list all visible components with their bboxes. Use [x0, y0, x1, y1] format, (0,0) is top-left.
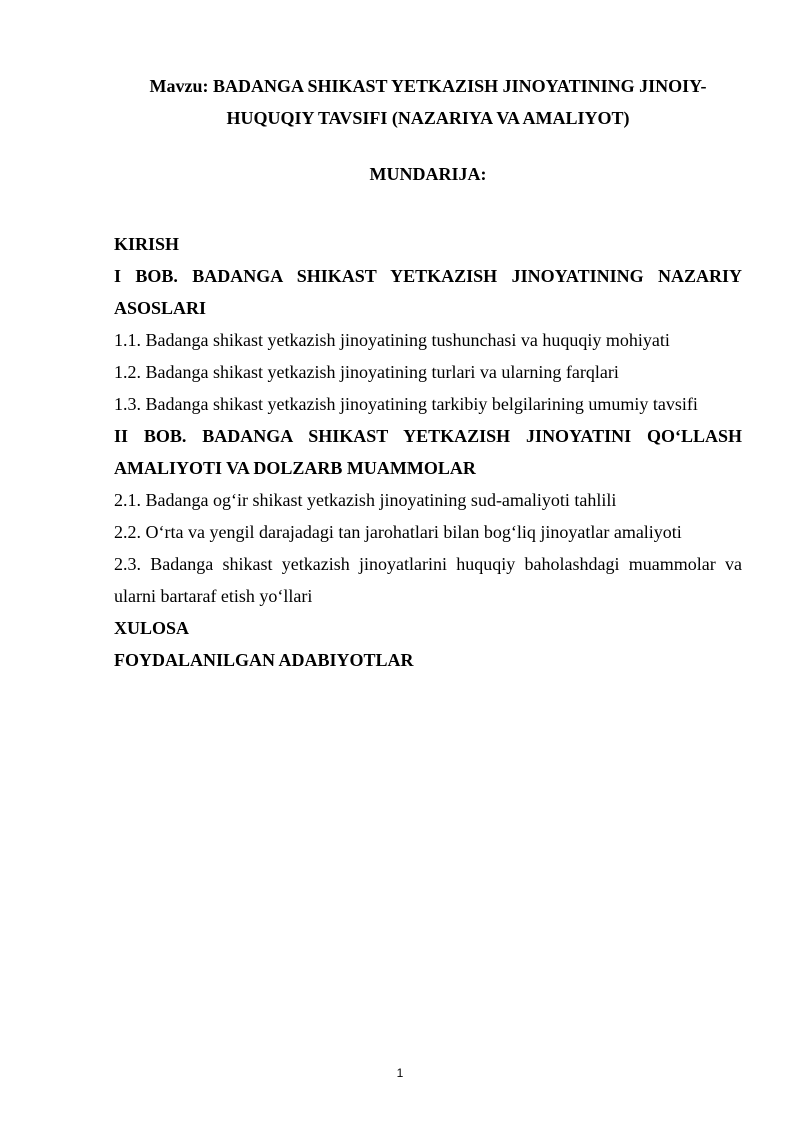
toc-entry-chapter-1: I BOB. BADANGA SHIKAST YETKAZISH JINOYATINING NAZARIY ASOSLARI	[114, 266, 742, 318]
document-page	[114, 70, 742, 676]
toc-entry-section-2-3: 2.3. Badanga shikast yetkazish jinoyatlarini huquqiy baholashdagi muammolar va ularni bartaraf etish yo‘llari	[114, 554, 742, 606]
toc-entry-section-2-1: 2.1. Badanga og‘ir shikast yetkazish jinoyatining sud-amaliyoti tahlili	[114, 490, 617, 510]
toc-entry-section-1-2: 1.2. Badanga shikast yetkazish jinoyatining turlari va ularning farqlari	[114, 362, 619, 382]
page-number: 1	[396, 1066, 404, 1080]
toc-entry-section-2-2: 2.2. O‘rta va yengil darajadagi tan jarohatlari bilan bog‘liq jinoyatlar amaliyoti	[114, 522, 682, 542]
table-of-contents	[114, 228, 742, 676]
toc-entry-section-1-1: 1.1. Badanga shikast yetkazish jinoyatining tushunchasi va huquqiy mohiyati	[114, 330, 670, 350]
toc-entry-references: FOYDALANILGAN ADABIYOTLAR	[114, 650, 414, 670]
toc-entry-chapter-2: II BOB. BADANGA SHIKAST YETKAZISH JINOYATINI QO‘LLASH AMALIYOTI VA DOLZARB MUAMMOLAR	[114, 426, 742, 478]
document-title: Mavzu: BADANGA SHIKAST YETKAZISH JINOYATINING JINOIY-HUQUQIY TAVSIFI (NAZARIYA VA AMALIYOT)	[149, 76, 707, 128]
toc-entry-introduction: KIRISH	[114, 234, 180, 254]
toc-entry-section-1-3: 1.3. Badanga shikast yetkazish jinoyatining tarkibiy belgilarining umumiy tavsifi	[114, 394, 698, 414]
toc-entry-conclusion: XULOSA	[114, 618, 190, 638]
toc-heading: MUNDARIJA:	[369, 164, 487, 184]
